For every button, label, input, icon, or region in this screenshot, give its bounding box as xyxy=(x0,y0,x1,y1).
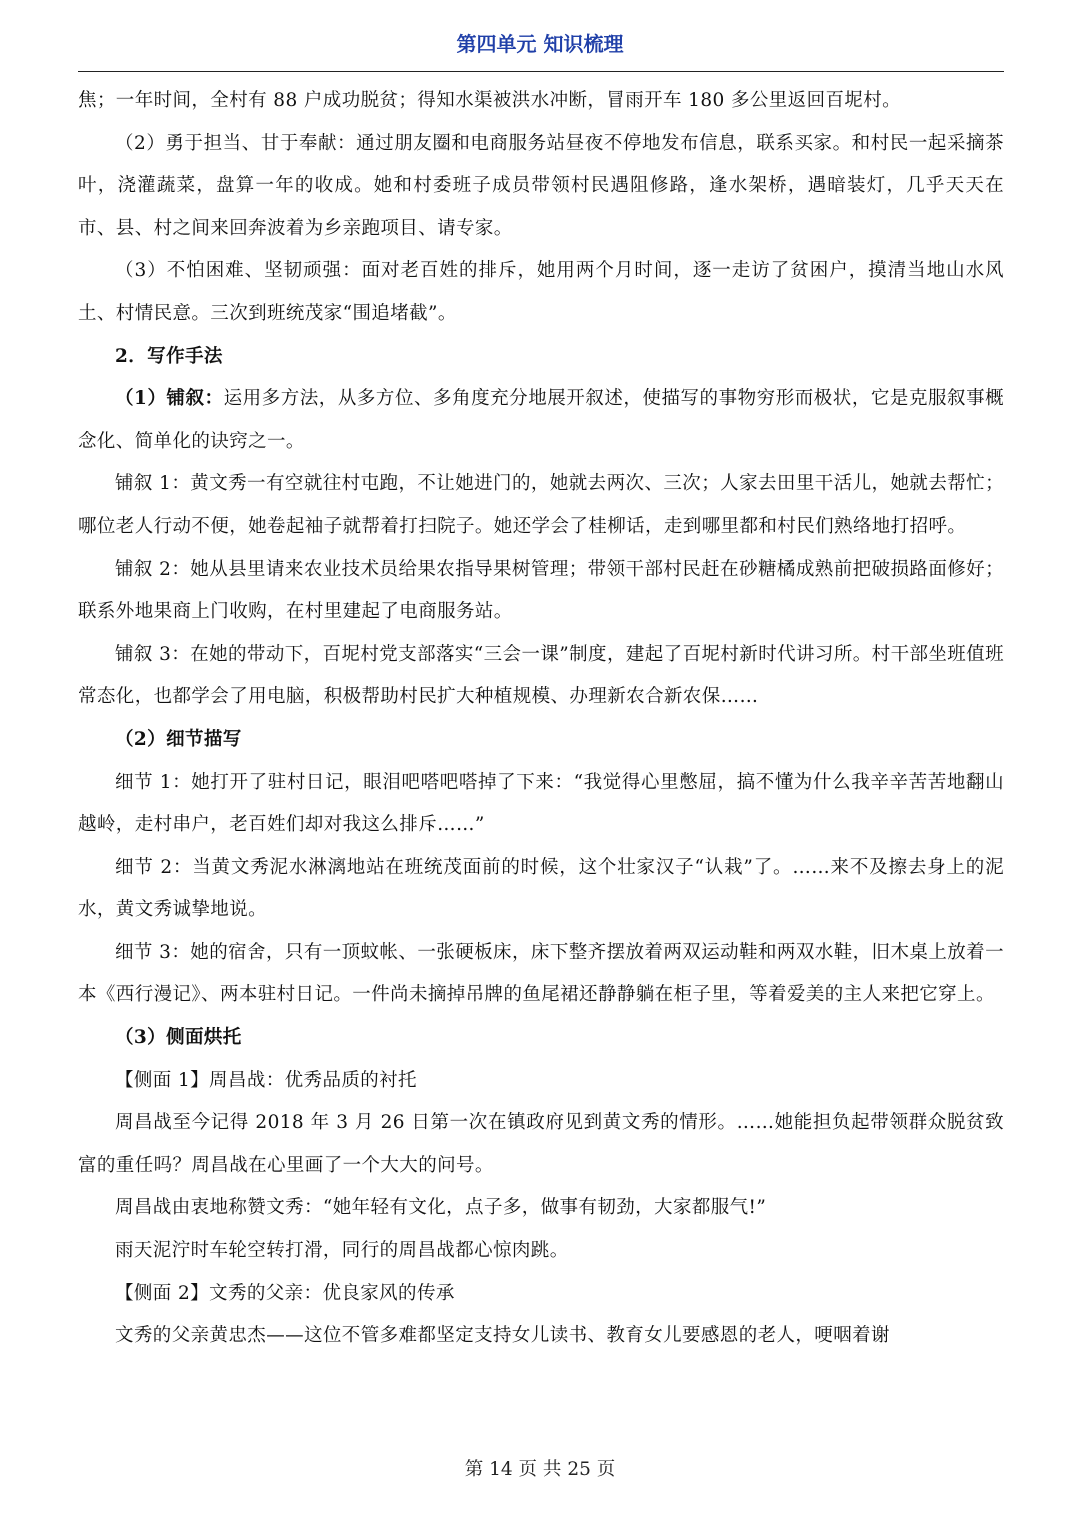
document-body xyxy=(78,80,1004,1358)
paragraph-pushu-2: 铺叙 2：她从县里请来农业技术员给果农指导果树管理；带领干部村民赶在砂糖橘成熟前把破损路面修好；联系外地果商上门收购，在村里建起了电商服务站。 xyxy=(78,558,1004,623)
page-header-title: 第四单元 知识梳理 xyxy=(456,32,624,56)
paragraph-pushu-1: 铺叙 1：黄文秀一有空就往村屯跑，不让她进门的，她就去两次、三次；人家去田里干活儿，她就去帮忙；哪位老人行动不便，她卷起袖子就帮着打扫院子。她还学会了桂柳话，走到哪里都和村民们熟络地打招呼。 xyxy=(78,473,1004,537)
paragraph-pushu-3: 铺叙 3：在她的带动下，百坭村党支部落实“三会一课”制度，建起了百坭村新时代讲习所。村干部坐班值班常态化，也都学会了用电脑，积极帮助村民扩大种植规模、办理新农合新农保…… xyxy=(78,643,1004,708)
subheading-detail: （2）细节描写 xyxy=(115,728,242,750)
paragraph-2: （2）勇于担当、甘于奉献：通过朋友圈和电商服务站昼夜不停地发布信息，联系买家。和村民一起采摘茶叶，浇灌蔬菜，盘算一年的收成。她和村委班子成员带领村民遇阻修路，逢水架桥，遇暗装灯，几乎天天在市、县、村之间来回奔波着为乡亲跑项目、请专家。 xyxy=(78,132,1004,239)
paragraph-side-1-title: 【侧面 1】周昌战：优秀品质的衬托 xyxy=(115,1069,417,1091)
paragraph-detail-3: 细节 3：她的宿舍，只有一顶蚊帐、一张硬板床，床下整齐摆放着两双运动鞋和两双水鞋，旧木桌上放着一本《西行漫记》、两本驻村日记。一件尚未摘掉吊牌的鱼尾裙还静静躺在柜子里，等着爱美的主人来把它穿上。 xyxy=(78,941,1004,1006)
paragraph-detail-1: 细节 1：她打开了驻村日记，眼泪吧嗒吧嗒掉了下来：“我觉得心里憋屈，搞不懂为什么我辛辛苦苦地翻山越岭，走村串户，老百姓们却对我这么排斥……” xyxy=(78,771,1004,836)
paragraph-side-2-a: 文秀的父亲黄忠杰——这位不管多难都坚定支持女儿读书、教育女儿要感恩的老人，哽咽着谢 xyxy=(115,1325,890,1347)
paragraph-detail-2: 细节 2：当黄文秀泥水淋漓地站在班统茂面前的时候，这个壮家汉子“认栽”了。……来不及擦去身上的泥水，黄文秀诚挚地说。 xyxy=(78,856,1004,921)
paragraph-3: （3）不怕困难、坚韧顽强：面对老百姓的排斥，她用两个月时间，逐一走访了贫困户，摸清当地山水风土、村情民意。三次到班统茂家“围追堵截”。 xyxy=(78,260,1004,324)
page-number: 第 14 页 共 25 页 xyxy=(464,1459,616,1480)
header-divider xyxy=(78,71,1004,72)
paragraph-pushu: （1）铺叙：运用多方法，从多方位、多角度充分地展开叙述，使描写的事物穷形而极状，它是克服叙事概念化、简单化的诀窍之一。 xyxy=(78,388,1005,452)
paragraph-side-2-title: 【侧面 2】文秀的父亲：优良家风的传承 xyxy=(115,1282,455,1304)
paragraph-side-1-a: 周昌战至今记得 2018 年 3 月 26 日第一次在镇政府见到黄文秀的情形。……她能担负起带领群众脱贫致富的重任吗？周昌战在心里画了一个大大的问号。 xyxy=(78,1112,1004,1176)
section-heading-writing-techniques: 2．写作手法 xyxy=(115,345,223,367)
subheading-side: （3）侧面烘托 xyxy=(115,1027,242,1049)
paragraph-side-1-b: 周昌战由衷地称赞文秀：“她年轻有文化，点子多，做事有韧劲，大家都服气!” xyxy=(115,1197,767,1219)
paragraph-side-1-c: 雨天泥泞时车轮空转打滑，同行的周昌战都心惊肉跳。 xyxy=(115,1240,569,1262)
paragraph-1: 焦；一年时间，全村有 88 户成功脱贫；得知水渠被洪水冲断，冒雨开车 180 多公里返回百坭村。 xyxy=(78,90,902,111)
